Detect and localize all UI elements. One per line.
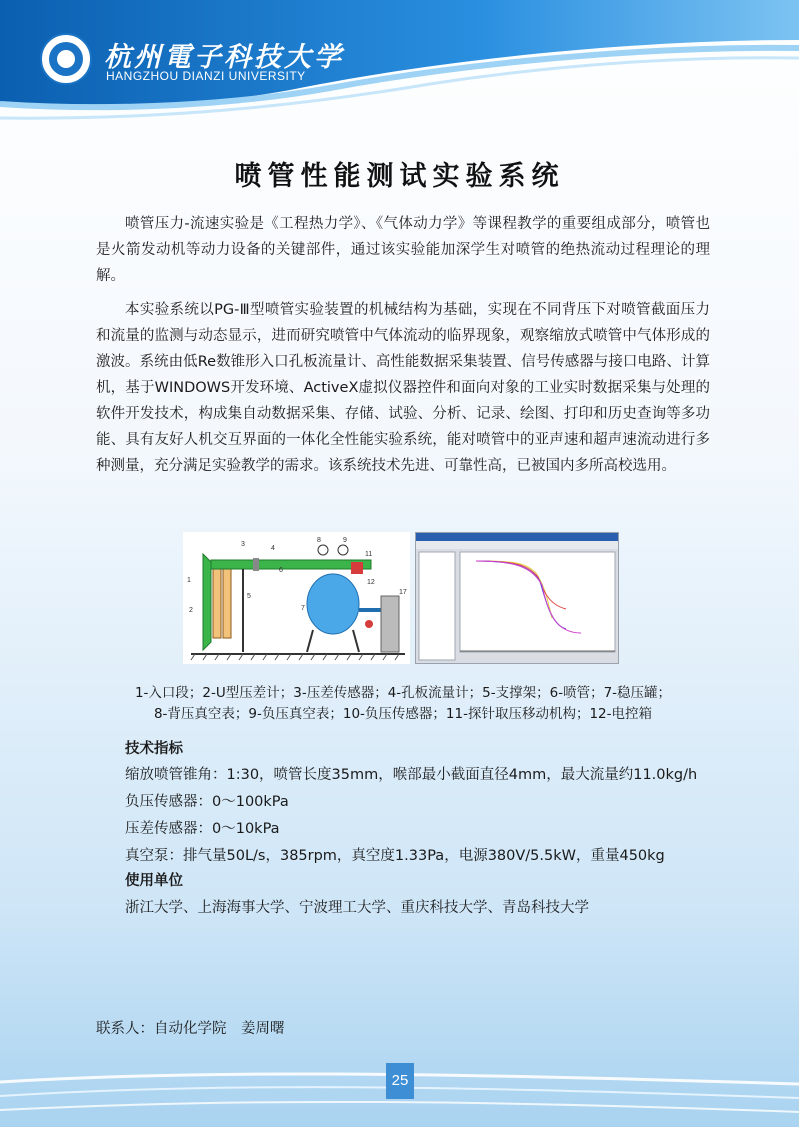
svg-text:8: 8 [317,537,321,544]
svg-text:4: 4 [271,545,275,552]
svg-text:9: 9 [343,537,347,544]
svg-text:2: 2 [189,607,193,614]
university-name-cn: 杭州電子科技大学 [104,42,344,73]
spec-item: 缩放喷管锥角：1:30，喷管长度35mm，喉部最小截面直径4mm，最大流量约11.0kg/h [125,767,698,783]
svg-text:1: 1 [187,577,191,584]
users-heading: 使用单位 [125,873,183,889]
intro-paragraph: 喷管压力-流速实验是《工程热力学》、《气体动力学》等课程教学的重要组成部分，喷管也是火箭发动机等动力设备的关键部件，通过该实验能加深学生对喷管的绝热流动过程理论的理解。 [96,216,710,284]
system-paragraph: 本实验系统以PG-Ⅲ型喷管实验装置的机械结构为基础，实现在不同背压下对喷管截面压力和流量的监测与动态显示，进而研究喷管中气体流动的临界现象，观察缩放式喷管中气体形成的激波。系统由低Re数锥形入口孔板流量计、高性能数据采集装置、信号传感器与接口电路、计算机，基于WINDOWS开发环境、ActiveX虚拟仪器控件和面向对象的工业实时数据采集与处理的软件开发技术，构成集自动数据采集、存储、试验、分析、记录、绘图、打印和历史查询等多功能、具有友好人机交互界面的一体化全性能实验系统，能对喷管中的亚声速和超声速流动进行多种测量，充分满足实验教学的需求。该系统技术先进、可靠性高，已被国内多所高校选用。 [96,302,710,474]
header-banner [0,0,799,130]
svg-text:7: 7 [301,605,305,612]
svg-text:12: 12 [367,579,375,586]
svg-text:6: 6 [279,567,283,574]
spec-item: 真空泵：排气量50L/s，385rpm，真空度1.33Pa，电源380V/5.5kW，重量450kg [125,848,665,864]
apparatus-diagram [183,532,410,664]
contact-line: 联系人：自动化学院 姜周曙 [96,1021,285,1037]
spec-item: 负压传感器：0～100kPa [125,794,289,810]
university-name-en: HANGZHOU DIANZI UNIVERSITY [106,69,306,83]
svg-text:5: 5 [247,593,251,600]
svg-text:17: 17 [399,589,407,596]
users-text: 浙江大学、上海海事大学、宁波理工大学、重庆科技大学、青岛科技大学 [125,900,589,916]
svg-text:11: 11 [365,551,373,558]
page-title: 喷管性能测试实验系统 [234,161,565,192]
spec-item: 压差传感器：0～10kPa [125,821,280,837]
software-screenshot [415,532,619,664]
specs-heading: 技术指标 [125,741,183,757]
page-number: 25 [386,1063,414,1099]
figure-caption-line1: 1-入口段；2-U型压差计；3-压差传感器；4-孔板流量计；5-支撑架；6-喷管；7-稳压罐； [134,685,672,701]
figure-area [183,532,619,664]
university-logo [40,33,92,85]
figure-caption-line2: 8-背压真空表；9-负压真空表；10-负压传感器；11-探针取压移动机构；12-电控箱 [153,706,653,722]
svg-text:3: 3 [241,541,245,548]
